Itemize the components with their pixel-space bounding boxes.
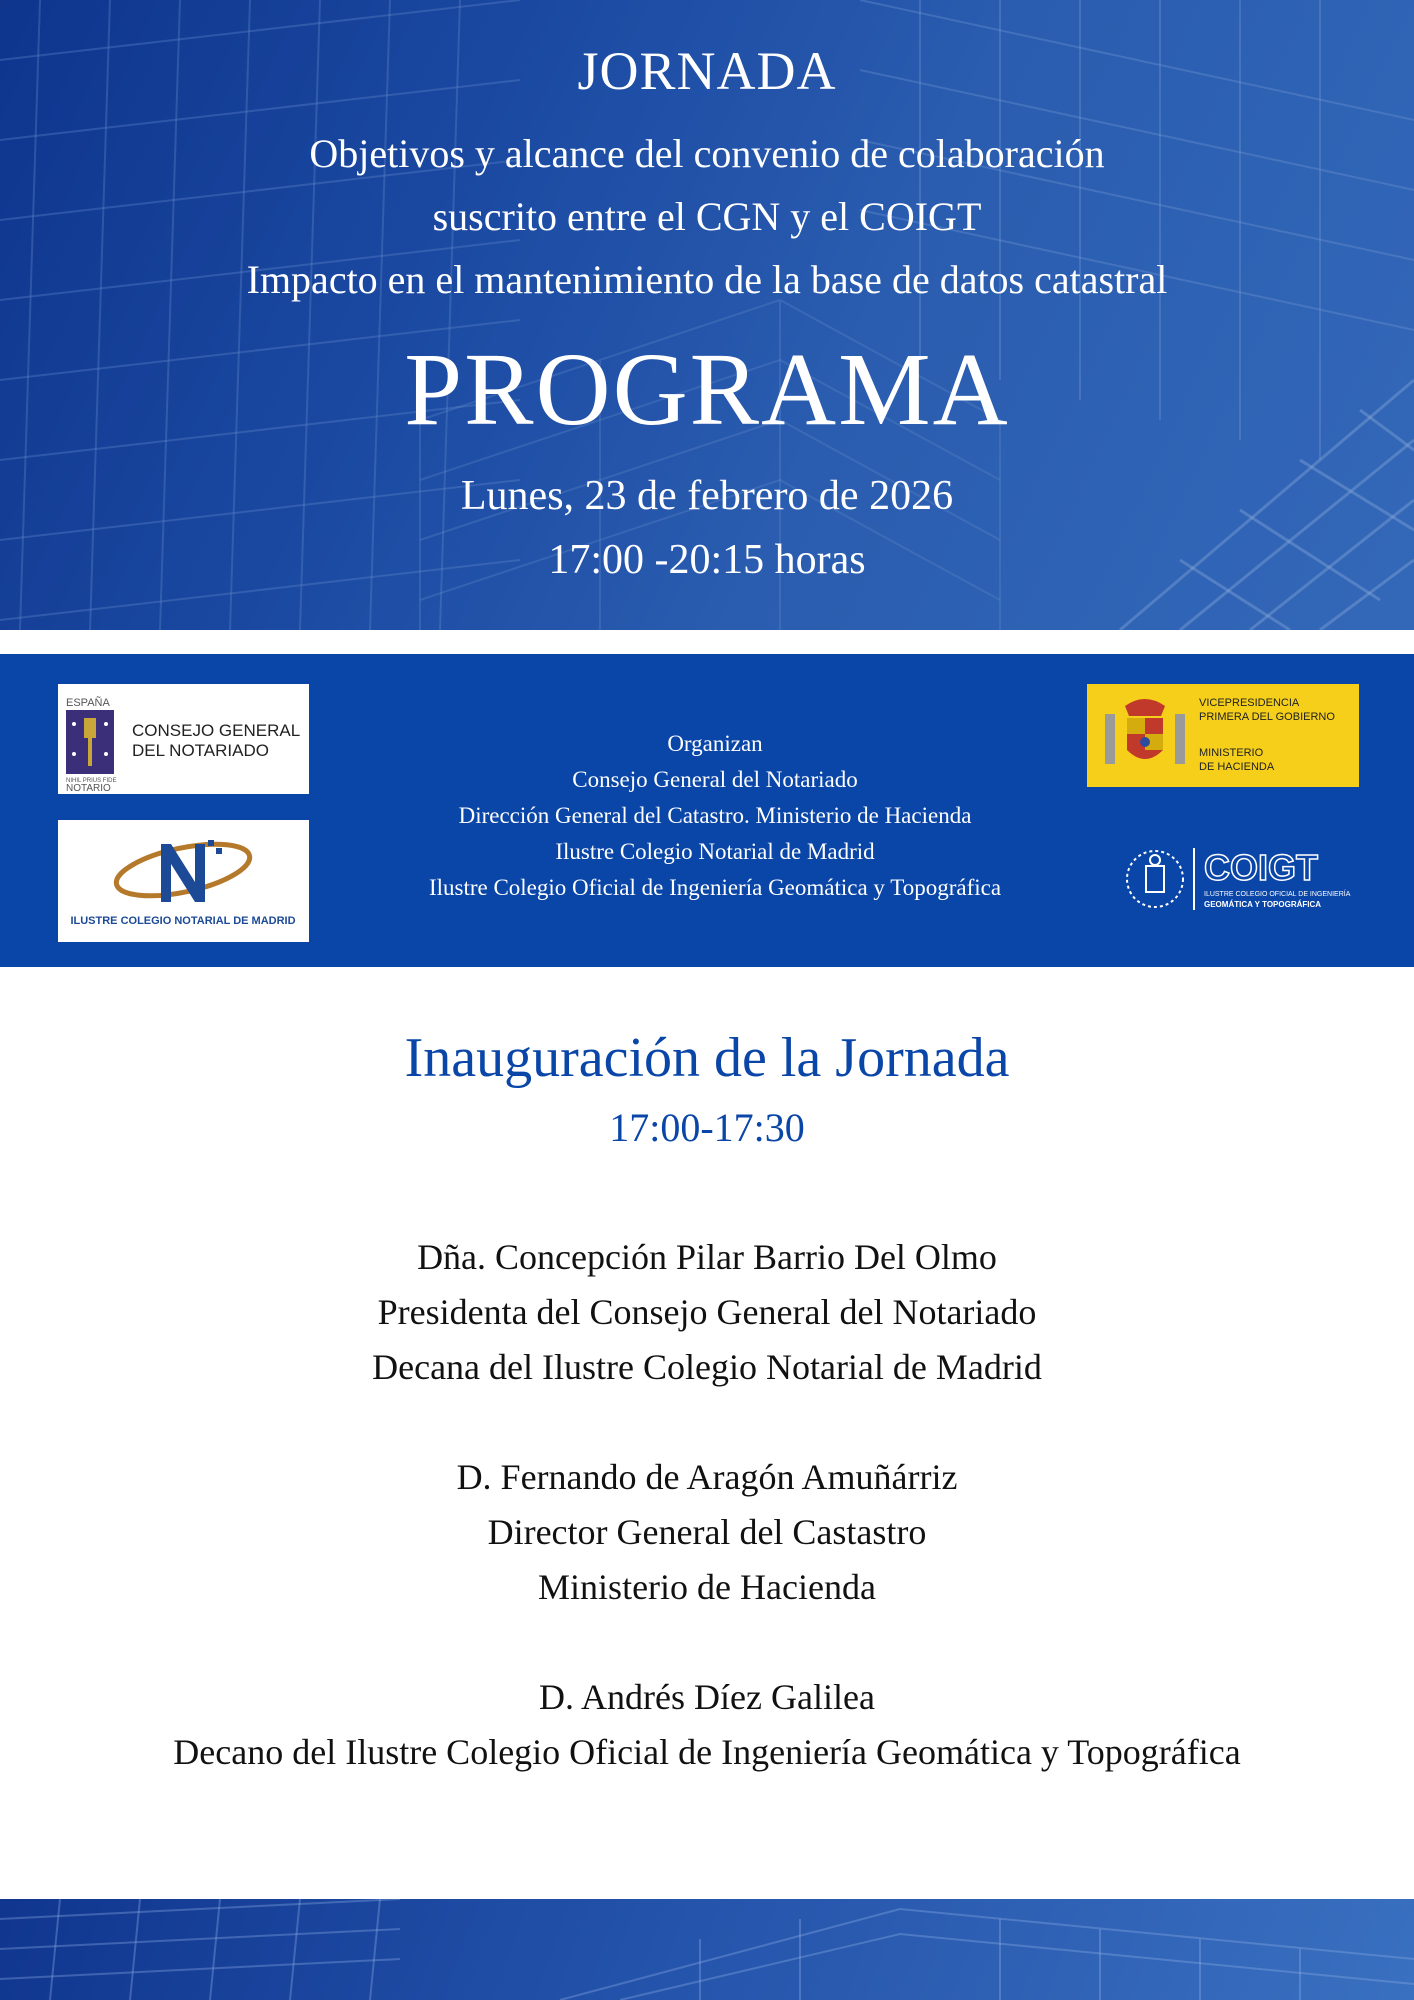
page-title: PROGRAMA <box>404 332 1010 447</box>
hero-banner <box>0 0 1414 630</box>
speaker-role: Decano del Ilustre Colegio Oficial de Ingeniería Geomática y Topográfica <box>173 1732 1241 1772</box>
building-footer-graphic <box>0 1899 1414 2000</box>
speaker-name: Dña. Concepción Pilar Barrio Del Olmo <box>417 1237 997 1277</box>
svg-text:PRIMERA DEL GOBIERNO: PRIMERA DEL GOBIERNO <box>1199 711 1335 723</box>
svg-text:ILUSTRE COLEGIO OFICIAL DE ING: ILUSTRE COLEGIO OFICIAL DE INGENIERÍA <box>1204 891 1351 898</box>
speakers-list <box>0 1230 1414 1835</box>
svg-text:COIGT: COIGT <box>1204 847 1318 888</box>
cgn-logo <box>58 684 309 794</box>
svg-text:DEL NOTARIADO: DEL NOTARIADO <box>132 741 269 760</box>
session-title: Inauguración de la Jornada <box>404 1027 1010 1089</box>
svg-text:ESPAÑA: ESPAÑA <box>66 697 110 709</box>
svg-text:GEOMÁTICA Y TOPOGRÁFICA: GEOMÁTICA Y TOPOGRÁFICA <box>1204 900 1322 909</box>
speaker-entry <box>0 1450 1414 1615</box>
icnm-logo <box>58 820 309 942</box>
event-subtitle-line: Impacto en el mantenimiento de la base de datos catastral <box>246 257 1168 302</box>
speaker-role: Presidenta del Consejo General del Notariado <box>377 1292 1037 1332</box>
organizer-item: Consejo General del Notariado <box>572 767 858 792</box>
event-subtitle-line: suscrito entre el CGN y el COIGT <box>432 194 982 239</box>
organizer-item: Ilustre Colegio Oficial de Ingeniería Geomática y Topográfica <box>428 875 1002 900</box>
speaker-entry <box>0 1230 1414 1395</box>
speaker-name: D. Fernando de Aragón Amuñárriz <box>456 1457 958 1497</box>
event-subtitle-line: Objetivos y alcance del convenio de colaboración <box>309 131 1105 176</box>
session-time: 17:00-17:30 <box>609 1105 805 1150</box>
svg-text:MINISTERIO: MINISTERIO <box>1199 747 1264 759</box>
svg-text:VICEPRESIDENCIA: VICEPRESIDENCIA <box>1199 697 1300 709</box>
organizer-item: Ilustre Colegio Notarial de Madrid <box>555 839 875 864</box>
speaker-name: D. Andrés Díez Galilea <box>539 1677 875 1717</box>
speaker-entry <box>0 1670 1414 1780</box>
svg-text:NIHIL PRIUS FIDE: NIHIL PRIUS FIDE <box>66 778 117 784</box>
organizers-band <box>0 654 1414 967</box>
svg-text:CONSEJO GENERAL: CONSEJO GENERAL <box>132 721 301 740</box>
svg-text:DE HACIENDA: DE HACIENDA <box>1199 761 1275 773</box>
svg-text:ILUSTRE COLEGIO NOTARIAL DE MA: ILUSTRE COLEGIO NOTARIAL DE MADRID <box>70 915 296 927</box>
coigt-logo <box>1120 844 1360 914</box>
event-kicker: JORNADA <box>577 41 837 101</box>
speaker-role: Decana del Ilustre Colegio Notarial de Madrid <box>372 1347 1042 1387</box>
organizers-list <box>340 726 1090 906</box>
event-date: Lunes, 23 de febrero de 2026 <box>460 473 954 519</box>
svg-text:NOTARIO: NOTARIO <box>66 783 111 794</box>
event-time: 17:00 -20:15 horas <box>548 537 866 583</box>
speaker-role: Ministerio de Hacienda <box>538 1567 876 1607</box>
organizers-heading: Organizan <box>667 731 763 756</box>
organizer-item: Dirección General del Catastro. Ministerio de Hacienda <box>458 803 972 828</box>
footer-banner <box>0 1899 1414 2000</box>
speaker-role: Director General del Castastro <box>487 1512 927 1552</box>
ministerio-hacienda-logo <box>1087 684 1359 787</box>
